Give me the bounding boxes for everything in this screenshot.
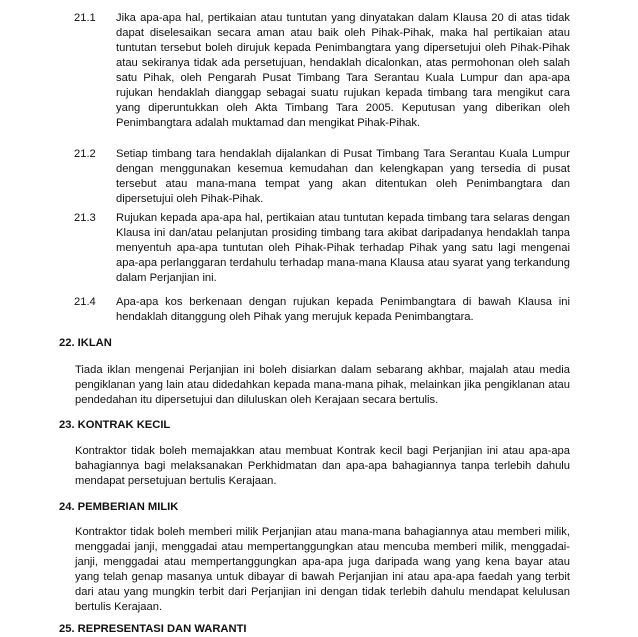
section-text-pemberian-milik: Kontraktor tidak boleh memberi milik Perjanjian atau mana-mana bahagiannya atau memberi milik, menggadai janji, menggadai atau mempertanggungkan atau mencuba memberi milik, menggadai-janji, menggadai atau mempertanggungkan apa-apa juga daripada wang yang kena bayar atau yang telah genap masanya untuk dibayar di bawah Perjanjian ini atau apa-apa faedah yang terbit dari atau yang mungkin terbit dari Perjanjian ini dengan tidak terlebih dahulu mendapat kelulusan bertulis Kerajaan. [75, 526, 570, 613]
clause-text: Jika apa-apa hal, pertikaian atau tuntutan yang dinyatakan dalam Klausa 20 di atas tidak dapat diselesaikan secara aman atau baik oleh Pihak-Pihak, maka hal pertikaian atau tuntutan tersebut boleh dirujuk kepada Penimbangtara yang dipersetujui oleh Pihak-Pihak atau sekiranya tidak ada persetujuan, hendaklah dicalonkan, atas permohonan oleh salah satu Pihak, oleh Pengarah Pusat Timbang Tara Serantau Kuala Lumpur dan apa-apa rujukan hendaklah dianggap sebagai suatu rujukan kepada timbang tara mengikut cara yang diperuntukkan oleh Akta Timbang Tara 2005. Keputusan yang diberikan oleh Penimbangtara adalah muktamad dan mengikat Pihak-Pihak. [116, 12, 570, 129]
section-heading-iklan: 22. IKLAN [59, 337, 112, 349]
section-heading-representasi-dan-waranti: 25. REPRESENTASI DAN WARANTI [59, 623, 247, 635]
section-text-kontrak-kecil: Kontraktor tidak boleh memajakkan atau membuat Kontrak kecil bagi Perjanjian ini atau apa-apa bahagiannya bagi melaksanakan Perkhidmatan dan apa-apa bahagiannya tanpa terlebih dahulu mendapat persetujuan bertulis Kerajaan. [75, 445, 570, 487]
clause-number: 21.4 [74, 296, 96, 308]
clause-21-1 [74, 11, 570, 131]
clause-text: Apa-apa kos berkenaan dengan rujukan kepada Penimbangtara di bawah Klausa ini hendaklah ditanggung oleh Pihak yang merujuk kepada Penimbangtara. [116, 296, 570, 323]
section-text-iklan: Tiada iklan mengenai Perjanjian ini boleh disiarkan dalam sebarang akhbar, majalah atau media pengiklanan yang lain atau didedahkan kepada mana-mana pihak, melainkan jika pengiklanan atau pendedahan itu dipersetujui dan diluluskan oleh Kerajaan secara bertulis. [75, 364, 570, 406]
clause-text: Rujukan kepada apa-apa hal, pertikaian atau tuntutan kepada timbang tara selaras dengan Klausa ini dan/atau pelanjutan prosiding timbang tara akibat daripadanya hendaklah tanpa menyentuh apa-apa tuntutan oleh Pihak-Pihak terhadap Pihak yang satu lagi mengenai apa-apa perlanggaran terdahulu terhadap mana-mana Klausa atau syarat yang terkandung dalam Perjanjian ini. [116, 212, 570, 284]
clause-number: 21.1 [74, 12, 96, 24]
clause-text: Setiap timbang tara hendaklah dijalankan di Pusat Timbang Tara Serantau Kuala Lumpur dengan menggunakan kesemua kemudahan dan kelengkapan yang tersedia di pusat tersebut atau mana-mana tempat yang akan ditentukan oleh Penimbangtara dan dipersetujui oleh Pihak-Pihak. [116, 148, 570, 205]
clause-number: 21.3 [74, 212, 96, 224]
clause-21-2 [74, 147, 570, 207]
section-heading-kontrak-kecil: 23. KONTRAK KECIL [59, 419, 171, 431]
section-heading-pemberian-milik: 24. PEMBERIAN MILIK [59, 501, 179, 513]
clause-number: 21.2 [74, 148, 96, 160]
clause-21-3 [74, 211, 570, 286]
clause-21-4 [74, 295, 570, 325]
